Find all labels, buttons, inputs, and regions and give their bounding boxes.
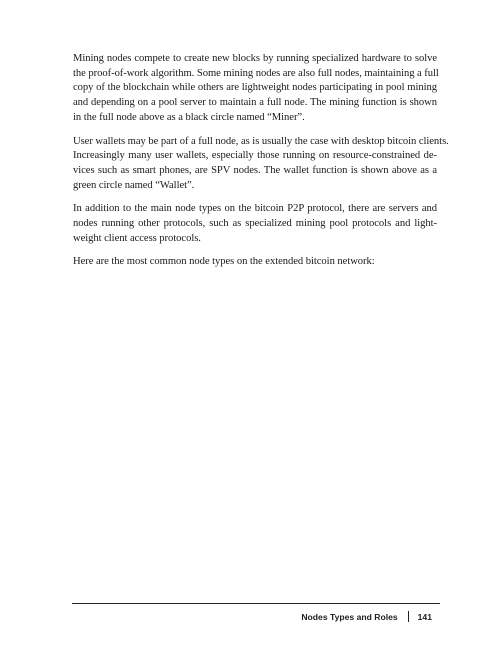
page-footer — [301, 611, 432, 622]
text-line: green circle named “Wallet”. — [73, 179, 195, 191]
text-line: copy of the blockchain while others are lightweight nodes participating in pool mining — [73, 82, 437, 94]
running-footer-title: Nodes Types and Roles — [301, 611, 398, 622]
text-line: nodes running other protocols, such as specialized mining pool protocols and light- — [73, 218, 437, 230]
footer-separator — [408, 611, 409, 622]
text-line: vices such as smart phones, are SPV nodes. The wallet function is shown above as a — [73, 164, 437, 176]
footer-divider — [72, 603, 440, 604]
page-number: 141 — [417, 611, 432, 622]
text-line: in the full node above as a black circle named “Miner”. — [73, 111, 305, 123]
text-line: Increasingly many user wallets, especially those running on resource-constrained de- — [73, 150, 437, 162]
text-line: In addition to the main node types on the bitcoin P2P protocol, there are servers and — [73, 203, 437, 215]
paragraph-common-node-types — [73, 255, 437, 270]
paragraph-user-wallets — [73, 135, 449, 194]
paragraph-other-protocols — [73, 202, 437, 246]
page-body — [73, 52, 449, 279]
text-line: the proof-of-work algorithm. Some mining nodes are also full nodes, maintaining a full — [73, 67, 439, 79]
text-line: User wallets may be part of a full node, as is usually the case with desktop bitcoin clients. — [73, 135, 449, 147]
text-line: and depending on a pool server to maintain a full node. The mining function is shown — [73, 97, 437, 109]
text-line: weight client access protocols. — [73, 232, 201, 244]
text-line: Here are the most common node types on the extended bitcoin network: — [73, 256, 375, 268]
paragraph-mining-nodes — [73, 52, 437, 126]
text-line: Mining nodes compete to create new blocks by running specialized hardware to solve — [73, 53, 437, 64]
